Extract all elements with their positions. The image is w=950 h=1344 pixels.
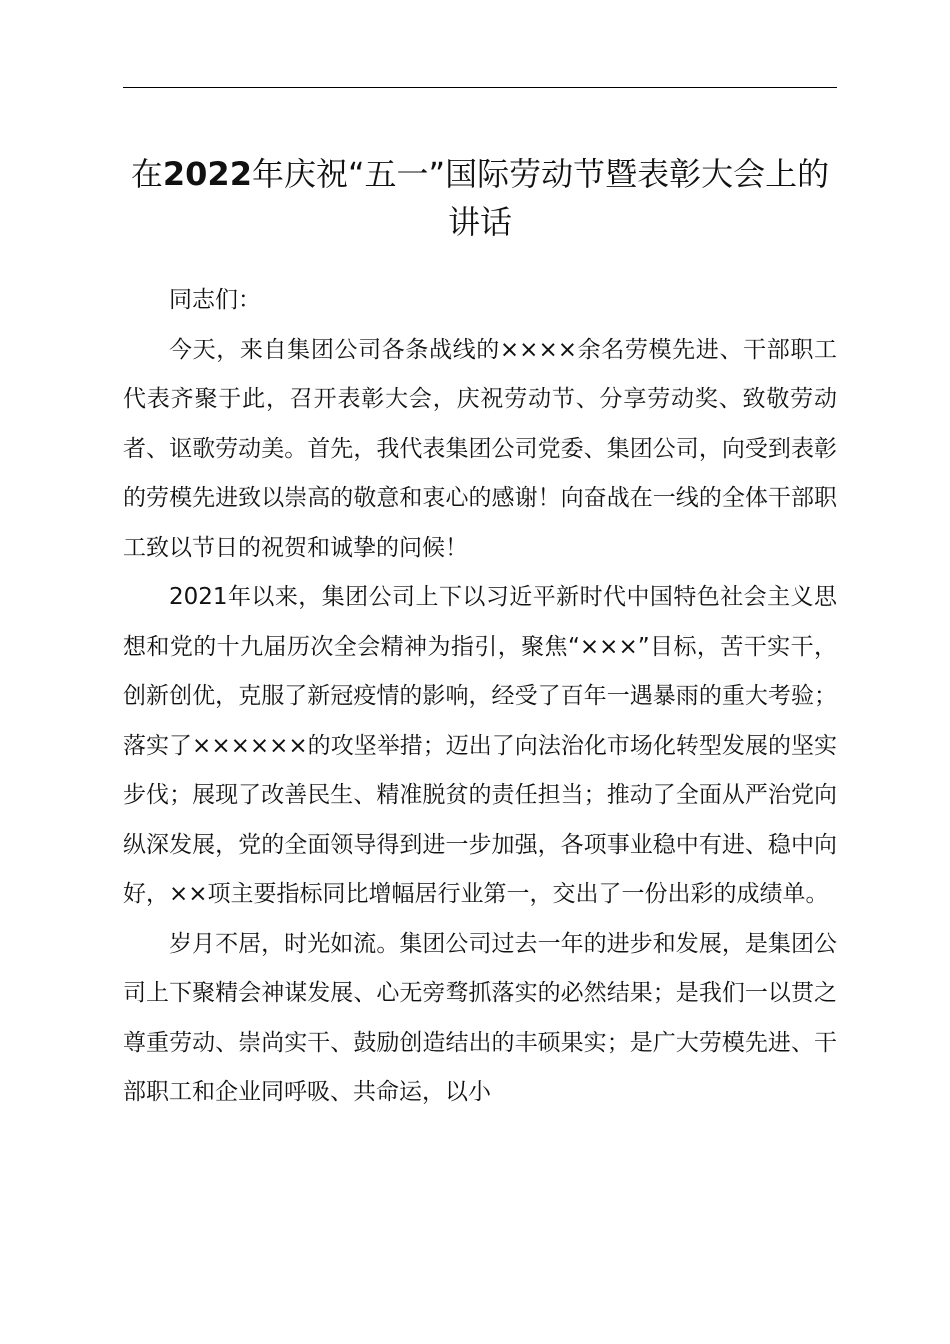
speech-title (123, 150, 837, 246)
salutation: 同志们： (169, 287, 261, 313)
speech-body (123, 276, 837, 1118)
paragraph-2: 2021年以来，集团公司上下以习近平新时代中国特色社会主义思想和党的十九届历次全会精神为指引，聚焦“×××”目标，苦干实干，创新创优，克服了新冠疫情的影响，经受了百年一遇暴雨的重大考验；落实了××××××的攻坚举措；迈出了向法治化市场化转型发展的坚实步伐；展现了改善民生、精准脱贫的责任担当；推动了全面从严治党向纵深发展，党的全面领导得到进一步加强，各项事业稳中有进、稳中向好，××项主要指标同比增幅居行业第一，交出了一份出彩的成绩单。 (123, 584, 837, 907)
header-rule (123, 87, 837, 88)
title-prefix: 在 (130, 155, 163, 193)
paragraph-3: 岁月不居，时光如流。集团公司过去一年的进步和发展，是集团公司上下聚精会神谋发展、心无旁骛抓落实的必然结果；是我们一以贯之尊重劳动、崇尚实干、鼓励创造结出的丰硕果实；是广大劳模先进、干部职工和企业同呼吸、共命运，以小 (123, 930, 837, 1105)
title-year: 2022 (162, 155, 252, 193)
title-suffix: 年庆祝“五一”国际劳动节暨表彰大会上的讲话 (251, 155, 830, 241)
paragraph-1: 今天，来自集团公司各条战线的××××余名劳模先进、干部职工代表齐聚于此，召开表彰大会，庆祝劳动节、分享劳动奖、致敬劳动者、讴歌劳动美。首先，我代表集团公司党委、集团公司，向受到表彰的劳模先进致以崇高的敬意和衷心的感谢！向奋战在一线的全体干部职工致以节日的祝贺和诚挚的问候！ (123, 336, 837, 561)
